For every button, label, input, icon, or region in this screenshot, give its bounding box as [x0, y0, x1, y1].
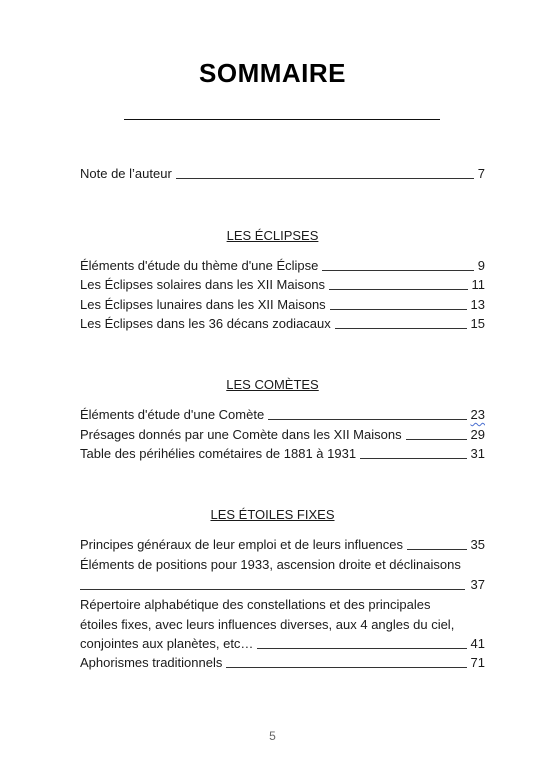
toc-entry[interactable]	[80, 256, 485, 276]
section-heading-cometes: LES COMÈTES	[226, 377, 319, 392]
toc-entry-multiline[interactable]	[80, 595, 485, 635]
leader-line	[226, 666, 466, 668]
leader-line	[176, 177, 474, 179]
toc-entry[interactable]	[80, 405, 485, 425]
toc-entry-page: 71	[470, 655, 485, 670]
toc-entry-page: 29	[470, 427, 485, 442]
leader-line	[360, 457, 466, 459]
toc-entry-page: 13	[470, 297, 485, 312]
section-heading-etoiles-fixes: LES ÉTOILES FIXES	[210, 507, 335, 522]
page-title: SOMMAIRE	[199, 58, 346, 88]
leader-line	[407, 548, 467, 550]
toc-entry-leader-row[interactable]	[80, 575, 485, 595]
leader-line	[257, 647, 466, 649]
toc-entry-page: 35	[470, 537, 485, 552]
toc-entry-page: 23	[470, 407, 485, 422]
toc-entry[interactable]	[80, 444, 485, 464]
toc-entry-label-line: étoiles fixes, avec leurs influences diverses, aux 4 angles du ciel,	[80, 617, 455, 632]
toc-entry-label: Les Éclipses solaires dans les XII Maisons	[80, 277, 325, 292]
toc-entry-page: 37	[470, 577, 485, 592]
section-heading-eclipses: LES ÉCLIPSES	[226, 228, 319, 243]
toc-entry[interactable]	[80, 634, 485, 654]
toc-entry-label-line: Répertoire alphabétique des constellations et des principales	[80, 597, 431, 612]
toc-entry[interactable]	[80, 314, 485, 334]
toc-entry[interactable]	[80, 425, 485, 445]
toc-entry-label: Principes généraux de leur emploi et de leurs influences	[80, 537, 404, 552]
toc-entry-label: Les Éclipses lunaires dans les XII Maisons	[80, 297, 326, 312]
leader-line	[330, 308, 467, 310]
leader-line	[406, 438, 467, 440]
toc-entry-label: Aphorismes traditionnels	[80, 655, 223, 670]
toc-entry-note-auteur[interactable]	[80, 164, 485, 184]
title-rule	[124, 119, 440, 120]
leader-line	[329, 288, 468, 290]
toc-entry-page: 11	[471, 277, 485, 292]
page-number: 5	[269, 729, 276, 743]
toc-entry-page: 9	[477, 258, 485, 273]
toc-entry-label: Éléments d'étude du thème d'une Éclipse	[80, 258, 319, 273]
toc-entry-multiline[interactable]	[80, 555, 485, 575]
toc-entry-label: Présages donnés par une Comète dans les XII Maisons	[80, 427, 402, 442]
toc-entry[interactable]	[80, 653, 485, 673]
leader-line	[80, 588, 465, 590]
toc-entry[interactable]	[80, 295, 485, 315]
toc-entry-label: Éléments de positions pour 1933, ascension droite et déclinaisons	[80, 557, 461, 572]
toc-entry-label: Table des périhélies cométaires de 1881 à 1931	[80, 446, 357, 461]
toc-entry-page: 15	[470, 316, 485, 331]
toc-entry-label-line: conjointes aux planètes, etc…	[80, 636, 254, 651]
toc-entry-label: Les Éclipses dans les 36 décans zodiacaux	[80, 316, 331, 331]
toc-entry[interactable]	[80, 275, 485, 295]
toc-entry-label: Note de l’auteur	[80, 166, 172, 181]
toc-entry-page: 41	[470, 636, 485, 651]
toc-entry-label: Éléments d'étude d'une Comète	[80, 407, 265, 422]
toc-entry-page: 31	[470, 446, 485, 461]
leader-line	[335, 327, 467, 329]
leader-line	[322, 269, 473, 271]
leader-line	[268, 418, 466, 420]
toc-entry-page: 7	[477, 166, 485, 181]
toc-entry[interactable]	[80, 535, 485, 555]
